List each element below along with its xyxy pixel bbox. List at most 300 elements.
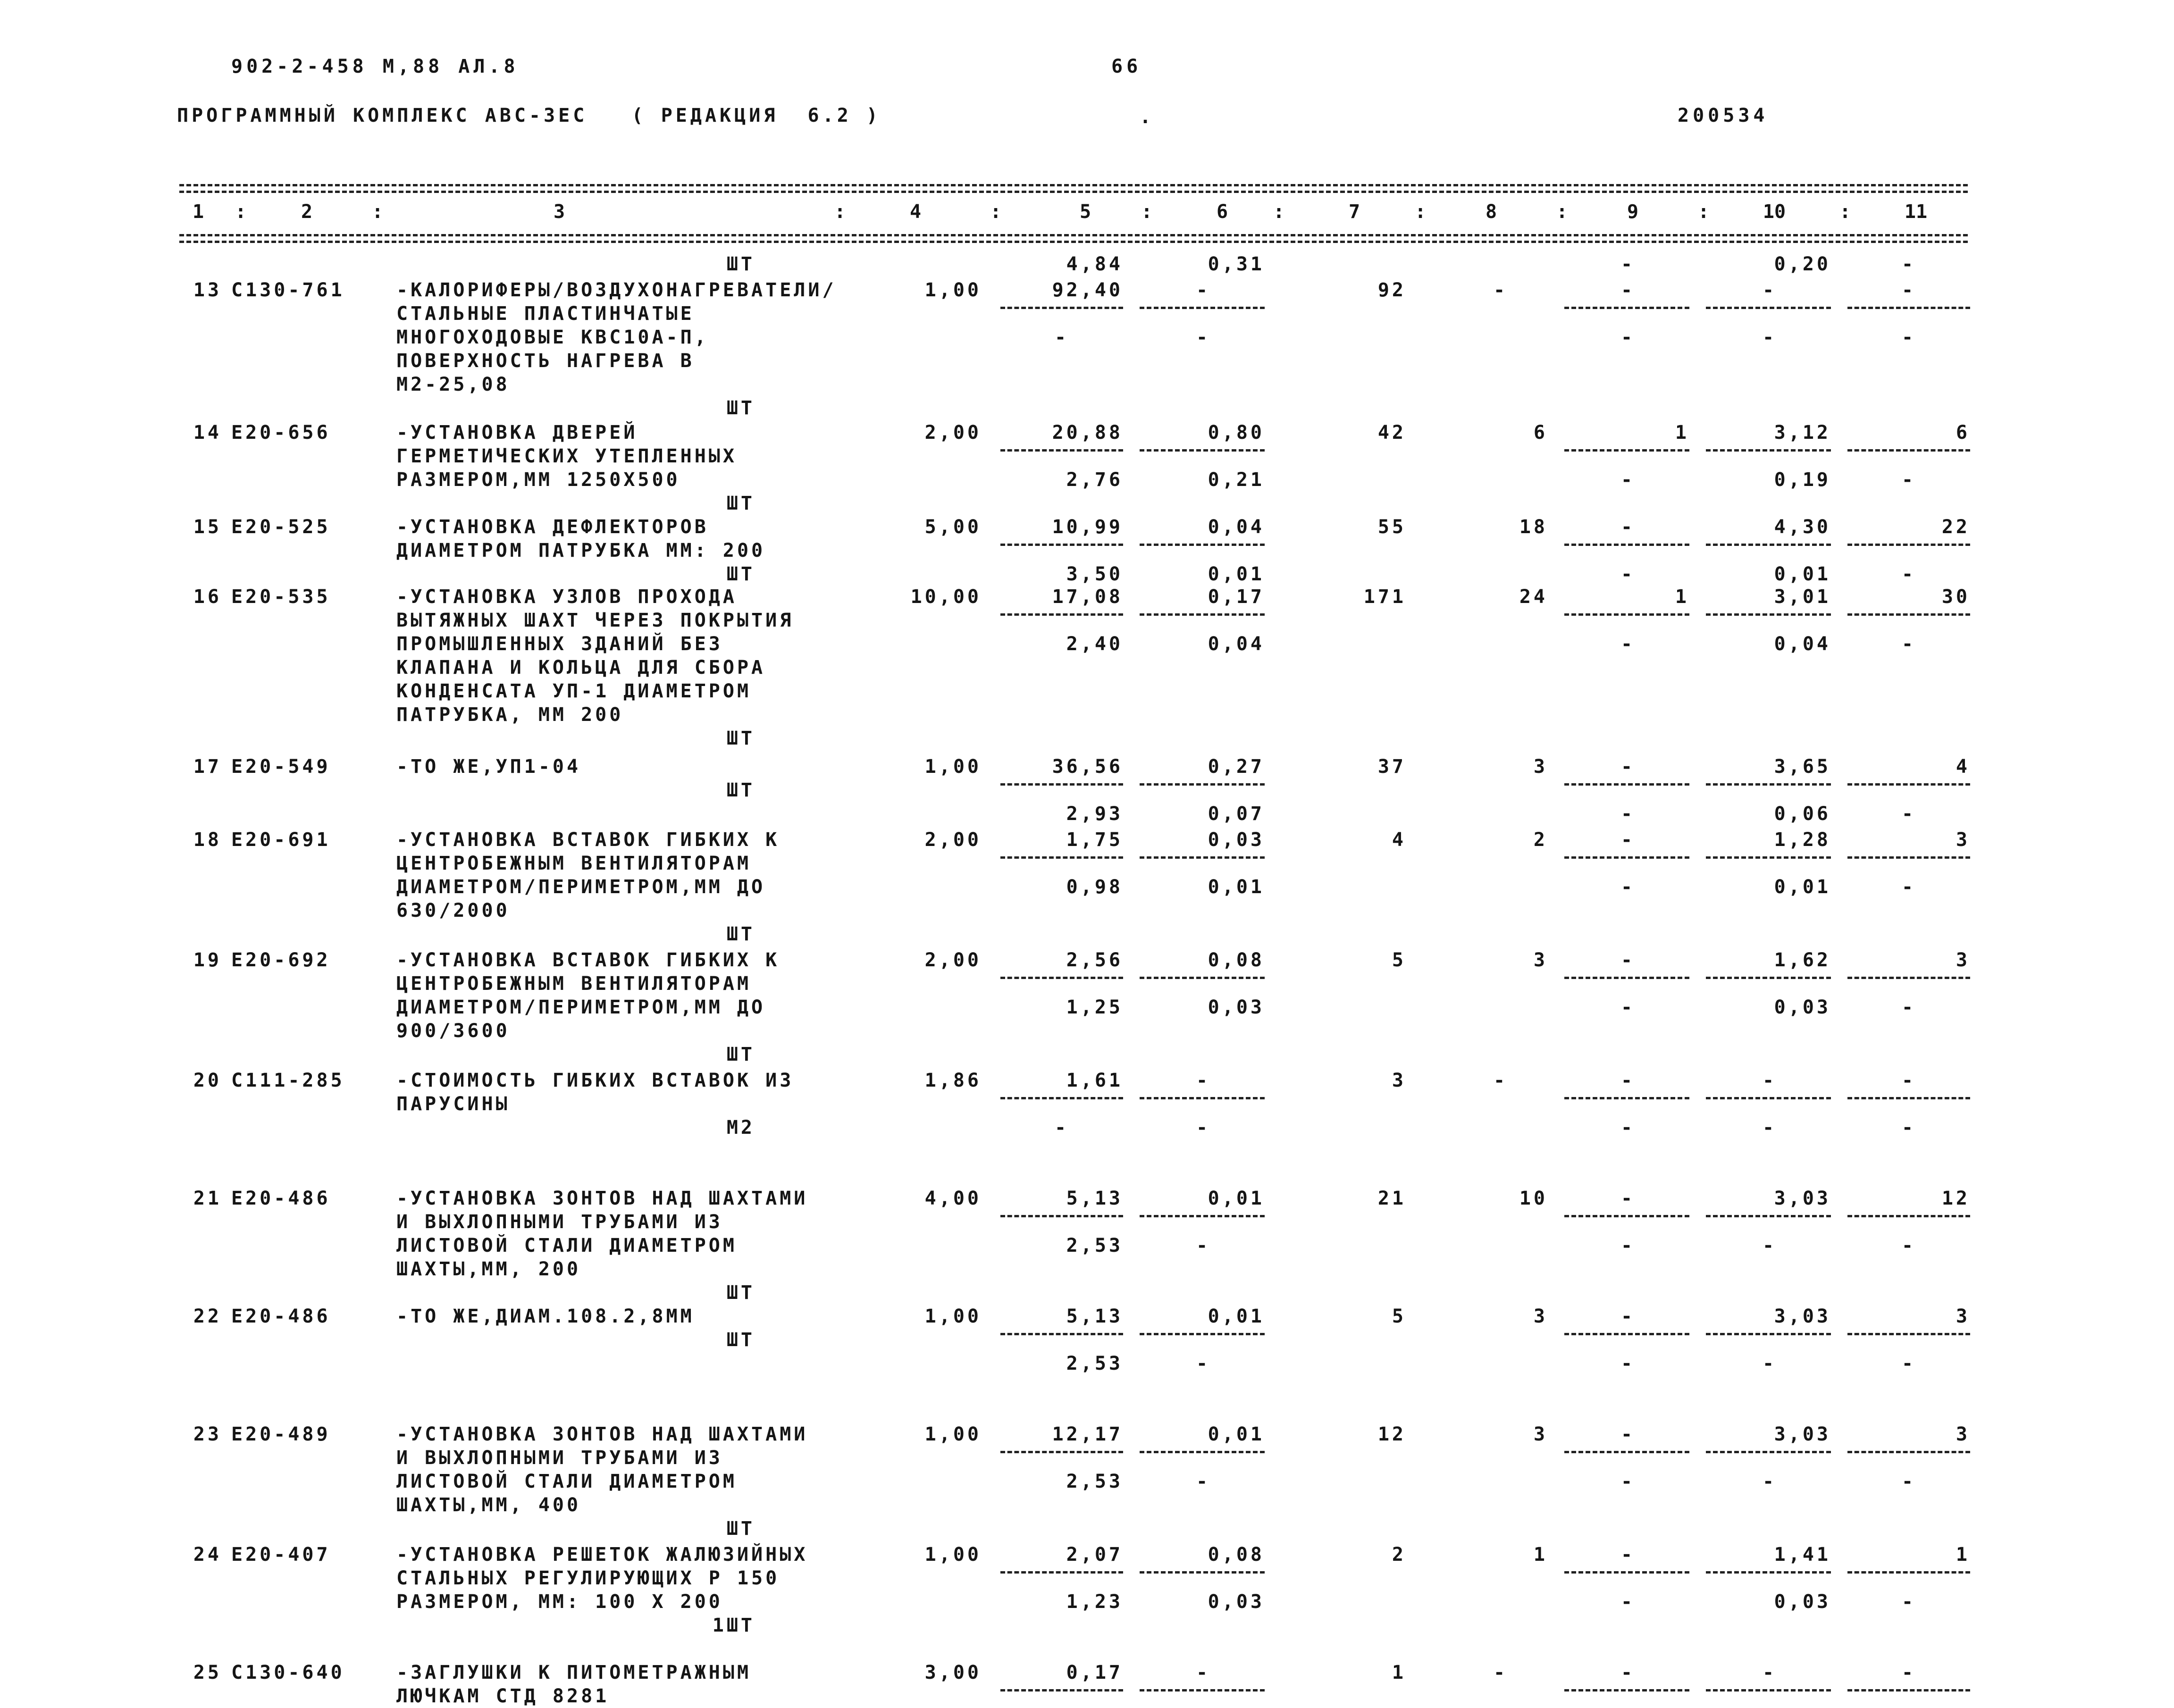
column-separator: : [371,201,384,223]
row-value-c5: 1,23 [1066,1591,1123,1613]
column-number-3: 3 [553,201,565,223]
row-value-c8: 3 [1533,949,1548,971]
row-subtotal-dash [1000,307,1123,309]
row-code: Е20-486 [231,1188,331,1209]
row-code: Е20-525 [231,516,331,538]
row-value-c10: 3,03 [1774,1188,1831,1209]
column-number-8: 8 [1485,201,1497,223]
row-code: Е20-549 [231,756,331,778]
row-description-line: ЛИСТОВОЙ СТАЛИ ДИАМЕТРОМ [396,1235,737,1256]
row-subtotal-dash [1847,1571,1970,1574]
row-value-c6: - [1196,1662,1211,1683]
row-value-c7: 5 [1392,1306,1406,1327]
row-subtotal-dash [1140,449,1265,452]
row-subtotal-dash [1847,1451,1970,1453]
row-value-c11: - [1901,253,1916,275]
row-description-line: -СТОИМОСТЬ ГИБКИХ ВСТАВОК ИЗ [396,1070,794,1091]
row-unit: ШТ [726,923,755,945]
row-value-c10: - [1762,1235,1777,1256]
row-value-c10: 4,30 [1774,516,1831,538]
program-title: ПРОГРАММНЫЙ КОМПЛЕКС АВС-3ЕС ( РЕДАКЦИЯ 6.2 ) [177,105,881,126]
row-subtotal-dash [1706,307,1831,309]
row-description-line: И ВЫХЛОПНЫМИ ТРУБАМИ ИЗ [396,1211,723,1233]
row-subtotal-dash [1847,1333,1970,1335]
row-subtotal-dash [1564,307,1689,309]
row-value-c9: - [1620,1423,1636,1445]
row-quantity: 1,00 [924,1423,982,1445]
row-value-c11: - [1901,876,1916,898]
row-subtotal-dash [1706,1215,1831,1217]
row-value-c8: 2 [1533,829,1548,851]
row-number: 18 [193,829,222,851]
column-number-2: 2 [301,201,313,223]
row-subtotal-dash [1564,1451,1689,1453]
row-value-c11: - [1901,563,1916,585]
row-value-c9: - [1620,1471,1636,1492]
row-description-line: -ТО ЖЕ,УП1-04 [396,756,581,778]
row-subtotal-dash [1140,613,1265,616]
row-number: 14 [193,422,222,444]
row-code: Е20-486 [231,1306,331,1327]
row-value-c5: 2,40 [1066,633,1123,655]
row-value-c9: - [1620,949,1636,971]
row-subtotal-dash [1564,1333,1689,1335]
row-description-line: -УСТАНОВКА ЗОНТОВ НАД ШАХТАМИ [396,1423,808,1445]
column-number-7: 7 [1348,201,1360,223]
row-subtotal-dash [1140,307,1265,309]
row-value-c10: 0,03 [1774,1591,1831,1613]
row-description-line: ЦЕНТРОБЕЖНЫМ ВЕНТИЛЯТОРАМ [396,973,752,995]
header-bottom-rule [179,234,1968,236]
row-value-c6: 0,17 [1208,586,1265,608]
row-code: Е20-489 [231,1423,331,1445]
row-value-c9: - [1620,327,1636,348]
row-description-line: ВЫТЯЖНЫХ ШАХТ ЧЕРЕЗ ПОКРЫТИЯ [396,610,794,631]
row-quantity: 2,00 [924,829,982,851]
row-description-line: 630/2000 [396,900,510,921]
table-top-rule-2 [179,191,1968,193]
row-value-c7: 3 [1392,1070,1406,1091]
row-value-c9: - [1620,1353,1636,1374]
row-unit: М2 [726,1117,755,1139]
row-description-line: ПАРУСИНЫ [396,1093,510,1115]
row-value-c8: 24 [1519,586,1548,608]
row-unit: ШТ [726,397,755,419]
row-value-c9: - [1620,876,1636,898]
row-subtotal-dash [1564,1097,1689,1099]
row-description-line: ПОВЕРХНОСТЬ НАГРЕВА В [396,350,695,372]
row-value-c10: 3,65 [1774,756,1831,778]
row-value-c6: - [1196,1070,1211,1091]
row-value-c11: - [1901,1070,1916,1091]
row-value-c6: - [1196,1353,1211,1374]
row-value-c11: - [1901,1591,1916,1613]
row-subtotal-dash [1847,783,1970,786]
row-value-c8: 18 [1519,516,1548,538]
row-value-c6: 0,21 [1208,469,1265,491]
row-value-c9: - [1620,1070,1636,1091]
mark: . [1140,106,1155,128]
row-description-line: -УСТАНОВКА ВСТАВОК ГИБКИХ К [396,949,780,971]
row-unit: ШТ [726,1282,755,1304]
row-value-c9: 1 [1675,586,1689,608]
row-value-c10: - [1762,1353,1777,1374]
row-value-c6: 0,01 [1208,1423,1265,1445]
row-value-c5: 20,88 [1052,422,1123,444]
row-description-line: -УСТАНОВКА УЗЛОВ ПРОХОДА [396,586,737,608]
row-value-c6: - [1196,327,1211,348]
row-subtotal-dash [1564,856,1689,859]
row-number: 23 [193,1423,222,1445]
doc-code: 902-2-458 М,88 АЛ.8 [231,56,519,77]
row-description-line: -КАЛОРИФЕРЫ/ВОЗДУХОНАГРЕВАТЕЛИ/ [396,279,837,301]
row-value-c11: - [1901,1235,1916,1256]
row-value-c11: 3 [1956,1423,1970,1445]
row-quantity: 10,00 [910,586,982,608]
column-number-5: 5 [1079,201,1091,223]
row-subtotal-dash [1706,1451,1831,1453]
row-subtotal-dash [1847,613,1970,616]
row-value-c5: 0,98 [1066,876,1123,898]
row-code: Е20-691 [231,829,331,851]
row-value-c9: - [1620,1544,1636,1566]
column-separator: : [235,201,247,223]
row-value-c11: - [1901,1117,1916,1139]
row-value-c9: - [1620,469,1636,491]
row-value-c9: - [1620,1235,1636,1256]
row-subtotal-dash [1847,307,1970,309]
row-value-c10: 3,03 [1774,1423,1831,1445]
row-description-line: РАЗМЕРОМ,ММ 1250Х500 [396,469,680,491]
row-value-c9: - [1620,996,1636,1018]
row-subtotal-dash [1706,613,1831,616]
row-subtotal-dash [1000,449,1123,452]
row-value-c5: - [1054,1117,1069,1139]
row-value-c5: 3,50 [1066,563,1123,585]
row-subtotal-dash [1140,856,1265,859]
row-value-c7: 42 [1377,422,1406,444]
doc-id: 200534 [1678,105,1769,126]
row-value-c9: - [1620,1662,1636,1683]
row-value-c9: - [1620,279,1636,301]
row-value-c5: 10,99 [1052,516,1123,538]
row-subtotal-dash [1847,449,1970,452]
row-description-line: -ЗАГЛУШКИ К ПИТОМЕТРАЖНЫМ [396,1662,752,1683]
row-description-line: ЦЕНТРОБЕЖНЫМ ВЕНТИЛЯТОРАМ [396,853,752,874]
row-quantity: 5,00 [924,516,982,538]
row-value-c10: - [1762,1070,1777,1091]
row-quantity: 1,00 [924,756,982,778]
row-value-c5: 1,75 [1066,829,1123,851]
row-subtotal-dash [1000,1689,1123,1691]
row-value-c6: 0,04 [1208,516,1265,538]
row-subtotal-dash [1706,856,1831,859]
table-top-rule [179,184,1968,186]
row-value-c5: 17,08 [1052,586,1123,608]
column-separator: : [1697,201,1710,223]
row-unit: ШТ [726,779,755,801]
row-value-c9: - [1620,803,1636,825]
row-code: С130-761 [231,279,345,301]
row-value-c8: 3 [1533,756,1548,778]
row-value-c10: 0,01 [1774,876,1831,898]
row-subtotal-dash [1000,856,1123,859]
row-description-line: -УСТАНОВКА ЗОНТОВ НАД ШАХТАМИ [396,1188,808,1209]
row-subtotal-dash [1000,977,1123,979]
row-value-c8: 6 [1533,422,1548,444]
row-description-line: СТАЛЬНЫХ РЕГУЛИРУЮЩИХ Р 150 [396,1567,780,1589]
row-value-c8: 3 [1533,1423,1548,1445]
row-subtotal-dash [1706,1571,1831,1574]
row-value-c10: 1,41 [1774,1544,1831,1566]
row-number: 22 [193,1306,222,1327]
row-value-c9: - [1620,516,1636,538]
row-unit: ШТ [726,253,755,275]
row-subtotal-dash [1140,977,1265,979]
row-description-line: 900/3600 [396,1020,510,1042]
column-number-6: 6 [1216,201,1228,223]
row-subtotal-dash [1564,977,1689,979]
row-number: 21 [193,1188,222,1209]
row-value-c6: 0,31 [1208,253,1265,275]
row-value-c10: 1,28 [1774,829,1831,851]
row-value-c8: - [1493,1070,1508,1091]
row-value-c9: - [1620,633,1636,655]
row-subtotal-dash [1140,1689,1265,1691]
row-value-c11: 1 [1956,1544,1970,1566]
row-code: С111-285 [231,1070,345,1091]
row-value-c11: - [1901,803,1916,825]
row-value-c6: 0,01 [1208,1188,1265,1209]
row-value-c9: 1 [1675,422,1689,444]
row-unit: ШТ [726,728,755,749]
row-subtotal-dash [1000,1571,1123,1574]
row-value-c6: - [1196,279,1211,301]
row-number: 19 [193,949,222,971]
row-value-c11: - [1901,633,1916,655]
column-number-1: 1 [192,201,204,223]
row-subtotal-dash [1847,1097,1970,1099]
column-number-11: 11 [1904,201,1928,223]
row-value-c7: 12 [1377,1423,1406,1445]
row-value-c11: 22 [1941,516,1970,538]
row-value-c9: - [1620,1117,1636,1139]
row-subtotal-dash [1847,1215,1970,1217]
column-number-9: 9 [1627,201,1639,223]
row-description-line: ШАХТЫ,ММ, 400 [396,1494,581,1516]
row-value-c11: - [1901,469,1916,491]
row-value-c6: 0,08 [1208,949,1265,971]
row-value-c10: - [1762,1471,1777,1492]
row-value-c11: - [1901,1471,1916,1492]
row-value-c10: 0,01 [1774,563,1831,585]
row-value-c5: 12,17 [1052,1423,1123,1445]
row-value-c11: - [1901,279,1916,301]
row-value-c5: 1,25 [1066,996,1123,1018]
row-description-line: ДИАМЕТРОМ ПАТРУБКА ММ: 200 [396,540,766,561]
row-number: 15 [193,516,222,538]
row-value-c10: - [1762,327,1777,348]
row-subtotal-dash [1140,1097,1265,1099]
row-value-c6: 0,03 [1208,1591,1265,1613]
row-value-c10: - [1762,279,1777,301]
row-description-line: М2-25,08 [396,374,510,395]
row-number: 17 [193,756,222,778]
row-code: Е20-692 [231,949,331,971]
row-subtotal-dash [1140,1215,1265,1217]
row-value-c5: 0,17 [1066,1662,1123,1683]
row-subtotal-dash [1000,1215,1123,1217]
row-value-c6: 0,01 [1208,563,1265,585]
row-value-c5: 2,53 [1066,1353,1123,1374]
row-description-line: И ВЫХЛОПНЫМИ ТРУБАМИ ИЗ [396,1447,723,1469]
column-separator: : [834,201,846,223]
row-value-c7: 92 [1377,279,1406,301]
row-subtotal-dash [1706,783,1831,786]
row-subtotal-dash [1847,977,1970,979]
header-bottom-rule-2 [179,241,1968,243]
row-subtotal-dash [1847,1689,1970,1691]
row-value-c8: - [1493,1662,1508,1683]
row-value-c8: 10 [1519,1188,1548,1209]
row-subtotal-dash [1564,783,1689,786]
row-value-c7: 21 [1377,1188,1406,1209]
column-separator: : [1839,201,1851,223]
row-value-c6: 0,01 [1208,876,1265,898]
row-value-c7: 5 [1392,949,1406,971]
row-description-line: -ТО ЖЕ,ДИАМ.108.2,8ММ [396,1306,695,1327]
row-value-c10: 0,19 [1774,469,1831,491]
row-description-line: -УСТАНОВКА ДЕФЛЕКТОРОВ [396,516,709,538]
row-value-c11: 12 [1941,1188,1970,1209]
row-description-line: -УСТАНОВКА ДВЕРЕЙ [396,422,638,444]
row-unit: ШТ [726,1518,755,1540]
row-value-c8: 1 [1533,1544,1548,1566]
row-value-c11: 4 [1956,756,1970,778]
row-value-c6: 0,04 [1208,633,1265,655]
row-number: 20 [193,1070,222,1091]
row-value-c8: - [1493,279,1508,301]
row-value-c10: 0,20 [1774,253,1831,275]
row-subtotal-dash [1000,544,1123,546]
row-subtotal-dash [1564,1571,1689,1574]
row-value-c5: 5,13 [1066,1306,1123,1327]
row-description-line: -УСТАНОВКА РЕШЕТОК ЖАЛЮЗИЙНЫХ [396,1544,808,1566]
row-value-c11: 6 [1956,422,1970,444]
row-code: Е20-535 [231,586,331,608]
row-value-c6: 0,03 [1208,829,1265,851]
row-subtotal-dash [1847,544,1970,546]
row-code: С130-640 [231,1662,345,1683]
row-subtotal-dash [1564,544,1689,546]
row-subtotal-dash [1140,1451,1265,1453]
row-quantity: 2,00 [924,422,982,444]
row-value-c5: 36,56 [1052,756,1123,778]
row-value-c5: 5,13 [1066,1188,1123,1209]
row-description-line: ЛЮЧКАМ СТД 8281 [396,1685,610,1707]
row-description-line: -УСТАНОВКА ВСТАВОК ГИБКИХ К [396,829,780,851]
row-subtotal-dash [1706,1689,1831,1691]
row-quantity: 1,00 [924,279,982,301]
row-description-line: ПАТРУБКА, ММ 200 [396,704,624,726]
row-subtotal-dash [1000,613,1123,616]
row-value-c11: - [1901,327,1916,348]
column-number-10: 10 [1763,201,1786,223]
row-value-c5: 92,40 [1052,279,1123,301]
row-value-c6: 0,03 [1208,996,1265,1018]
row-description-line: ДИАМЕТРОМ/ПЕРИМЕТРОМ,ММ ДО [396,996,766,1018]
row-value-c11: 30 [1941,586,1970,608]
row-value-c9: - [1620,1306,1636,1327]
row-value-c5: 2,53 [1066,1471,1123,1492]
row-number: 16 [193,586,222,608]
column-separator: : [990,201,1002,223]
row-value-c6: - [1196,1471,1211,1492]
row-unit: ШТ [726,1044,755,1065]
row-subtotal-dash [1000,1451,1123,1453]
row-number: 25 [193,1662,222,1683]
row-subtotal-dash [1140,1333,1265,1335]
row-value-c7: 55 [1377,516,1406,538]
row-subtotal-dash [1564,613,1689,616]
row-subtotal-dash [1000,783,1123,786]
row-value-c6: 0,80 [1208,422,1265,444]
row-value-c5: 2,07 [1066,1544,1123,1566]
column-number-4: 4 [909,201,922,223]
row-subtotal-dash [1564,1215,1689,1217]
column-separator: : [1141,201,1153,223]
row-value-c10: 0,06 [1774,803,1831,825]
row-unit: ШТ [726,1329,755,1351]
row-value-c11: 3 [1956,949,1970,971]
row-value-c9: - [1620,829,1636,851]
row-description-line: РАЗМЕРОМ, ММ: 100 Х 200 [396,1591,723,1613]
row-subtotal-dash [1706,1097,1831,1099]
row-quantity: 1,00 [924,1306,982,1327]
column-separator: : [1414,201,1427,223]
row-code: Е20-656 [231,422,331,444]
row-value-c5: 2,53 [1066,1235,1123,1256]
row-value-c9: - [1620,253,1636,275]
row-description-line: ГЕРМЕТИЧЕСКИХ УТЕПЛЕННЫХ [396,445,737,467]
column-separator: : [1556,201,1568,223]
row-value-c9: - [1620,1188,1636,1209]
row-subtotal-dash [1706,544,1831,546]
row-quantity: 2,00 [924,949,982,971]
row-subtotal-dash [1140,544,1265,546]
row-value-c5: - [1054,327,1069,348]
row-value-c11: - [1901,1662,1916,1683]
row-number: 24 [193,1544,222,1566]
row-value-c10: 3,12 [1774,422,1831,444]
row-subtotal-dash [1564,449,1689,452]
row-description-line: ЛИСТОВОЙ СТАЛИ ДИАМЕТРОМ [396,1471,737,1492]
row-value-c6: - [1196,1117,1211,1139]
row-unit: ШТ [726,563,755,585]
row-subtotal-dash [1000,1097,1123,1099]
row-value-c6: 0,27 [1208,756,1265,778]
row-value-c10: 0,04 [1774,633,1831,655]
row-value-c11: - [1901,1353,1916,1374]
row-code: Е20-407 [231,1544,331,1566]
row-quantity: 1,86 [924,1070,982,1091]
row-value-c7: 1 [1392,1662,1406,1683]
row-subtotal-dash [1847,856,1970,859]
row-quantity: 4,00 [924,1188,982,1209]
row-description-line: МНОГОХОДОВЫЕ КВС10А-П, [396,327,709,348]
row-value-c5: 2,76 [1066,469,1123,491]
row-value-c7: 2 [1392,1544,1406,1566]
